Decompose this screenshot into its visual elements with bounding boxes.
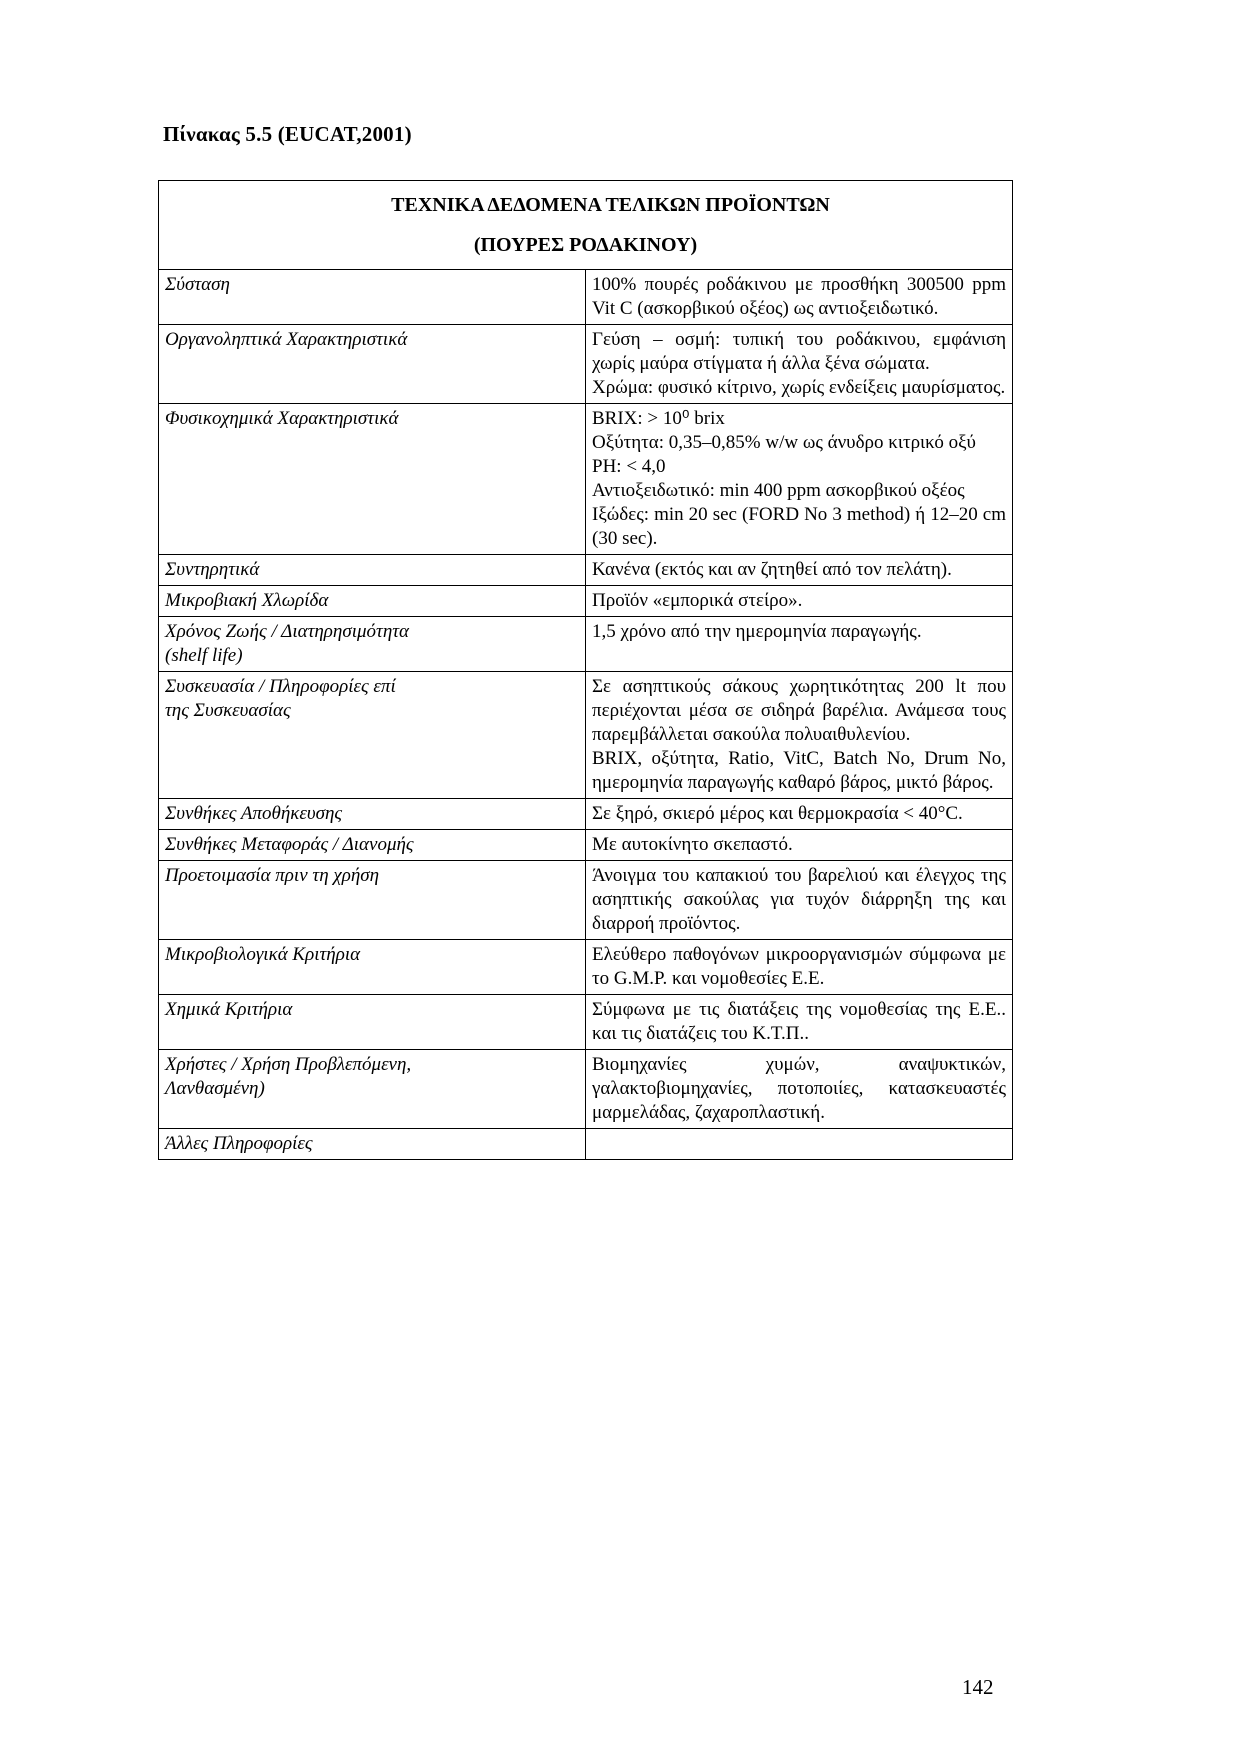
row-value-paragraph: Με αυτοκίνητο σκεπαστό.	[592, 834, 793, 855]
row-label-line: Συνθήκες Αποθήκευσης	[165, 803, 343, 824]
row-value	[586, 830, 1013, 861]
row-value	[586, 555, 1013, 586]
row-label	[159, 555, 586, 586]
table-title-line-1: ΤΕΧΝΙΚΑ ΔΕΔΟΜΕΝΑ ΤΕΛΙΚΩΝ ΠΡΟΪΟΝΤΩΝ	[391, 194, 830, 216]
row-label-line: Άλλες Πληροφορίες	[165, 1133, 313, 1154]
row-value-paragraph: BRIX, οξύτητα, Ratio, VitC, Batch No, Drum No, ημερομηνία παραγωγής καθαρό βάρος, μικτό βάρος.	[592, 748, 1006, 793]
row-label	[159, 995, 586, 1050]
row-label-line: Σύσταση	[165, 274, 230, 295]
table-row	[159, 672, 1013, 799]
table-row	[159, 586, 1013, 617]
row-label-line: Φυσικοχημικά Χαρακτηριστικά	[165, 408, 399, 429]
row-value	[586, 861, 1013, 940]
row-label-line: Χημικά Κριτήρια	[165, 999, 293, 1020]
table-row	[159, 830, 1013, 861]
table-row	[159, 861, 1013, 940]
row-label-line: Οργανοληπτικά Χαρακτηριστικά	[165, 329, 408, 350]
row-value-paragraph: Ιξώδες: min 20 sec (FORD No 3 method) ή 12–20 cm (30 sec).	[592, 504, 1006, 549]
row-label-line: Μικροβιακή Χλωρίδα	[165, 590, 329, 611]
table-row	[159, 325, 1013, 404]
row-label	[159, 1050, 586, 1129]
row-value-paragraph: Σε ξηρό, σκιερό μέρος και θερμοκρασία < 40°C.	[592, 803, 963, 824]
row-value	[586, 617, 1013, 672]
table-title	[159, 181, 1013, 270]
table-row	[159, 1129, 1013, 1160]
row-value	[586, 672, 1013, 799]
page-number: 142	[962, 1675, 994, 1699]
row-value	[586, 1129, 1013, 1160]
row-label	[159, 617, 586, 672]
table-row	[159, 799, 1013, 830]
row-label	[159, 940, 586, 995]
row-label-line: Χρόνος Ζωής / Διατηρησιμότητα	[165, 621, 410, 642]
table-row	[159, 940, 1013, 995]
row-value	[586, 799, 1013, 830]
row-label	[159, 672, 586, 799]
row-value-paragraph: Κανένα (εκτός και αν ζητηθεί από τον πελάτη).	[592, 559, 952, 580]
row-value-paragraph: Αντιοξειδωτικό: min 400 ppm ασκορβικού οξέος	[592, 480, 965, 501]
row-label-line: Χρήστες / Χρήση Προβλεπόμενη,	[165, 1054, 412, 1075]
row-label-line: Μικροβιολογικά Κριτήρια	[165, 944, 361, 965]
row-label-line: (shelf life)	[165, 645, 243, 666]
row-value	[586, 1050, 1013, 1129]
row-label-line: Προετοιμασία πριν τη χρήση	[165, 865, 380, 886]
row-value-paragraph: PH: < 4,0	[592, 456, 666, 477]
row-label-line: Συσκευασία / Πληροφορίες επί	[165, 676, 396, 697]
row-value	[586, 270, 1013, 325]
row-label-line: της Συσκευασίας	[165, 700, 291, 721]
row-value-paragraph: Προϊόν «εμπορικά στείρο».	[592, 590, 803, 611]
row-value-paragraph: 100% πουρές ροδάκινου με προσθήκη 300500 ppm Vit C (ασκορβικού οξέος) ως αντιοξειδωτικό.	[592, 274, 1006, 319]
table-row	[159, 995, 1013, 1050]
row-value-paragraph: 1,5 χρόνο από την ημερομηνία παραγωγής.	[592, 621, 922, 642]
table-title-line-2: (ΠΟΥΡΕΣ ΡΟΔΑΚΙΝΟΥ)	[473, 234, 698, 256]
table-caption: Πίνακας 5.5 (EUCAT,2001)	[163, 122, 412, 146]
technical-data-table	[158, 180, 1013, 1160]
row-label-line: Λανθασμένη)	[165, 1078, 265, 1099]
row-label	[159, 404, 586, 555]
row-label-line: Συντηρητικά	[165, 559, 260, 580]
row-value	[586, 940, 1013, 995]
row-label	[159, 586, 586, 617]
row-label	[159, 1129, 586, 1160]
table-title-row	[159, 181, 1013, 270]
row-label-line: Συνθήκες Μεταφοράς / Διανομής	[165, 834, 414, 855]
row-value-paragraph: Γεύση – οσμή: τυπική του ροδάκινου, εμφάνιση χωρίς μαύρα στίγματα ή άλλα ξένα σώματα.	[592, 329, 1006, 374]
table-row	[159, 555, 1013, 586]
row-label	[159, 270, 586, 325]
row-value	[586, 325, 1013, 404]
table-row	[159, 270, 1013, 325]
row-label	[159, 830, 586, 861]
table-row	[159, 404, 1013, 555]
row-value	[586, 404, 1013, 555]
row-value-paragraph: Οξύτητα: 0,35–0,85% w/w ως άνυδρο κιτρικό οξύ	[592, 432, 976, 453]
row-value-paragraph: Βιομηχανίες χυμών, αναψυκτικών, γαλακτοβιομηχανίες, ποτοποιίες, κατασκευαστές μαρμελάδας, ζαχαροπλαστική.	[592, 1054, 1006, 1123]
row-value-paragraph: Σε ασηπτικούς σάκους χωρητικότητας 200 lt που περιέχονται μέσα σε σιδηρά βαρέλια. Ανάμεσα τους παρεμβάλλεται σακούλα πολυαιθυλενίου.	[592, 676, 1006, 745]
row-value-paragraph: Χρώμα: φυσικό κίτρινο, χωρίς ενδείξεις μαυρίσματος.	[592, 377, 1006, 398]
row-value	[586, 995, 1013, 1050]
row-label	[159, 861, 586, 940]
row-label	[159, 325, 586, 404]
table-row	[159, 617, 1013, 672]
row-value-paragraph: BRIX: > 10⁰ brix	[592, 408, 725, 429]
table-row	[159, 1050, 1013, 1129]
row-value-paragraph: Ελεύθερο παθογόνων μικροοργανισμών σύμφωνα με το G.M.P. και νομοθεσίες Ε.Ε.	[592, 944, 1006, 989]
row-value-paragraph: Άνοιγμα του καπακιού του βαρελιού και έλεγχος της ασηπτικής σακούλας για τυχόν διάρρηξη της και διαρροή προϊόντος.	[592, 865, 1006, 934]
row-value-paragraph: Σύμφωνα με τις διατάξεις της νομοθεσίας της Ε.Ε.. και τις διατάζεις του Κ.Τ.Π..	[592, 999, 1006, 1044]
row-label	[159, 799, 586, 830]
row-value	[586, 586, 1013, 617]
